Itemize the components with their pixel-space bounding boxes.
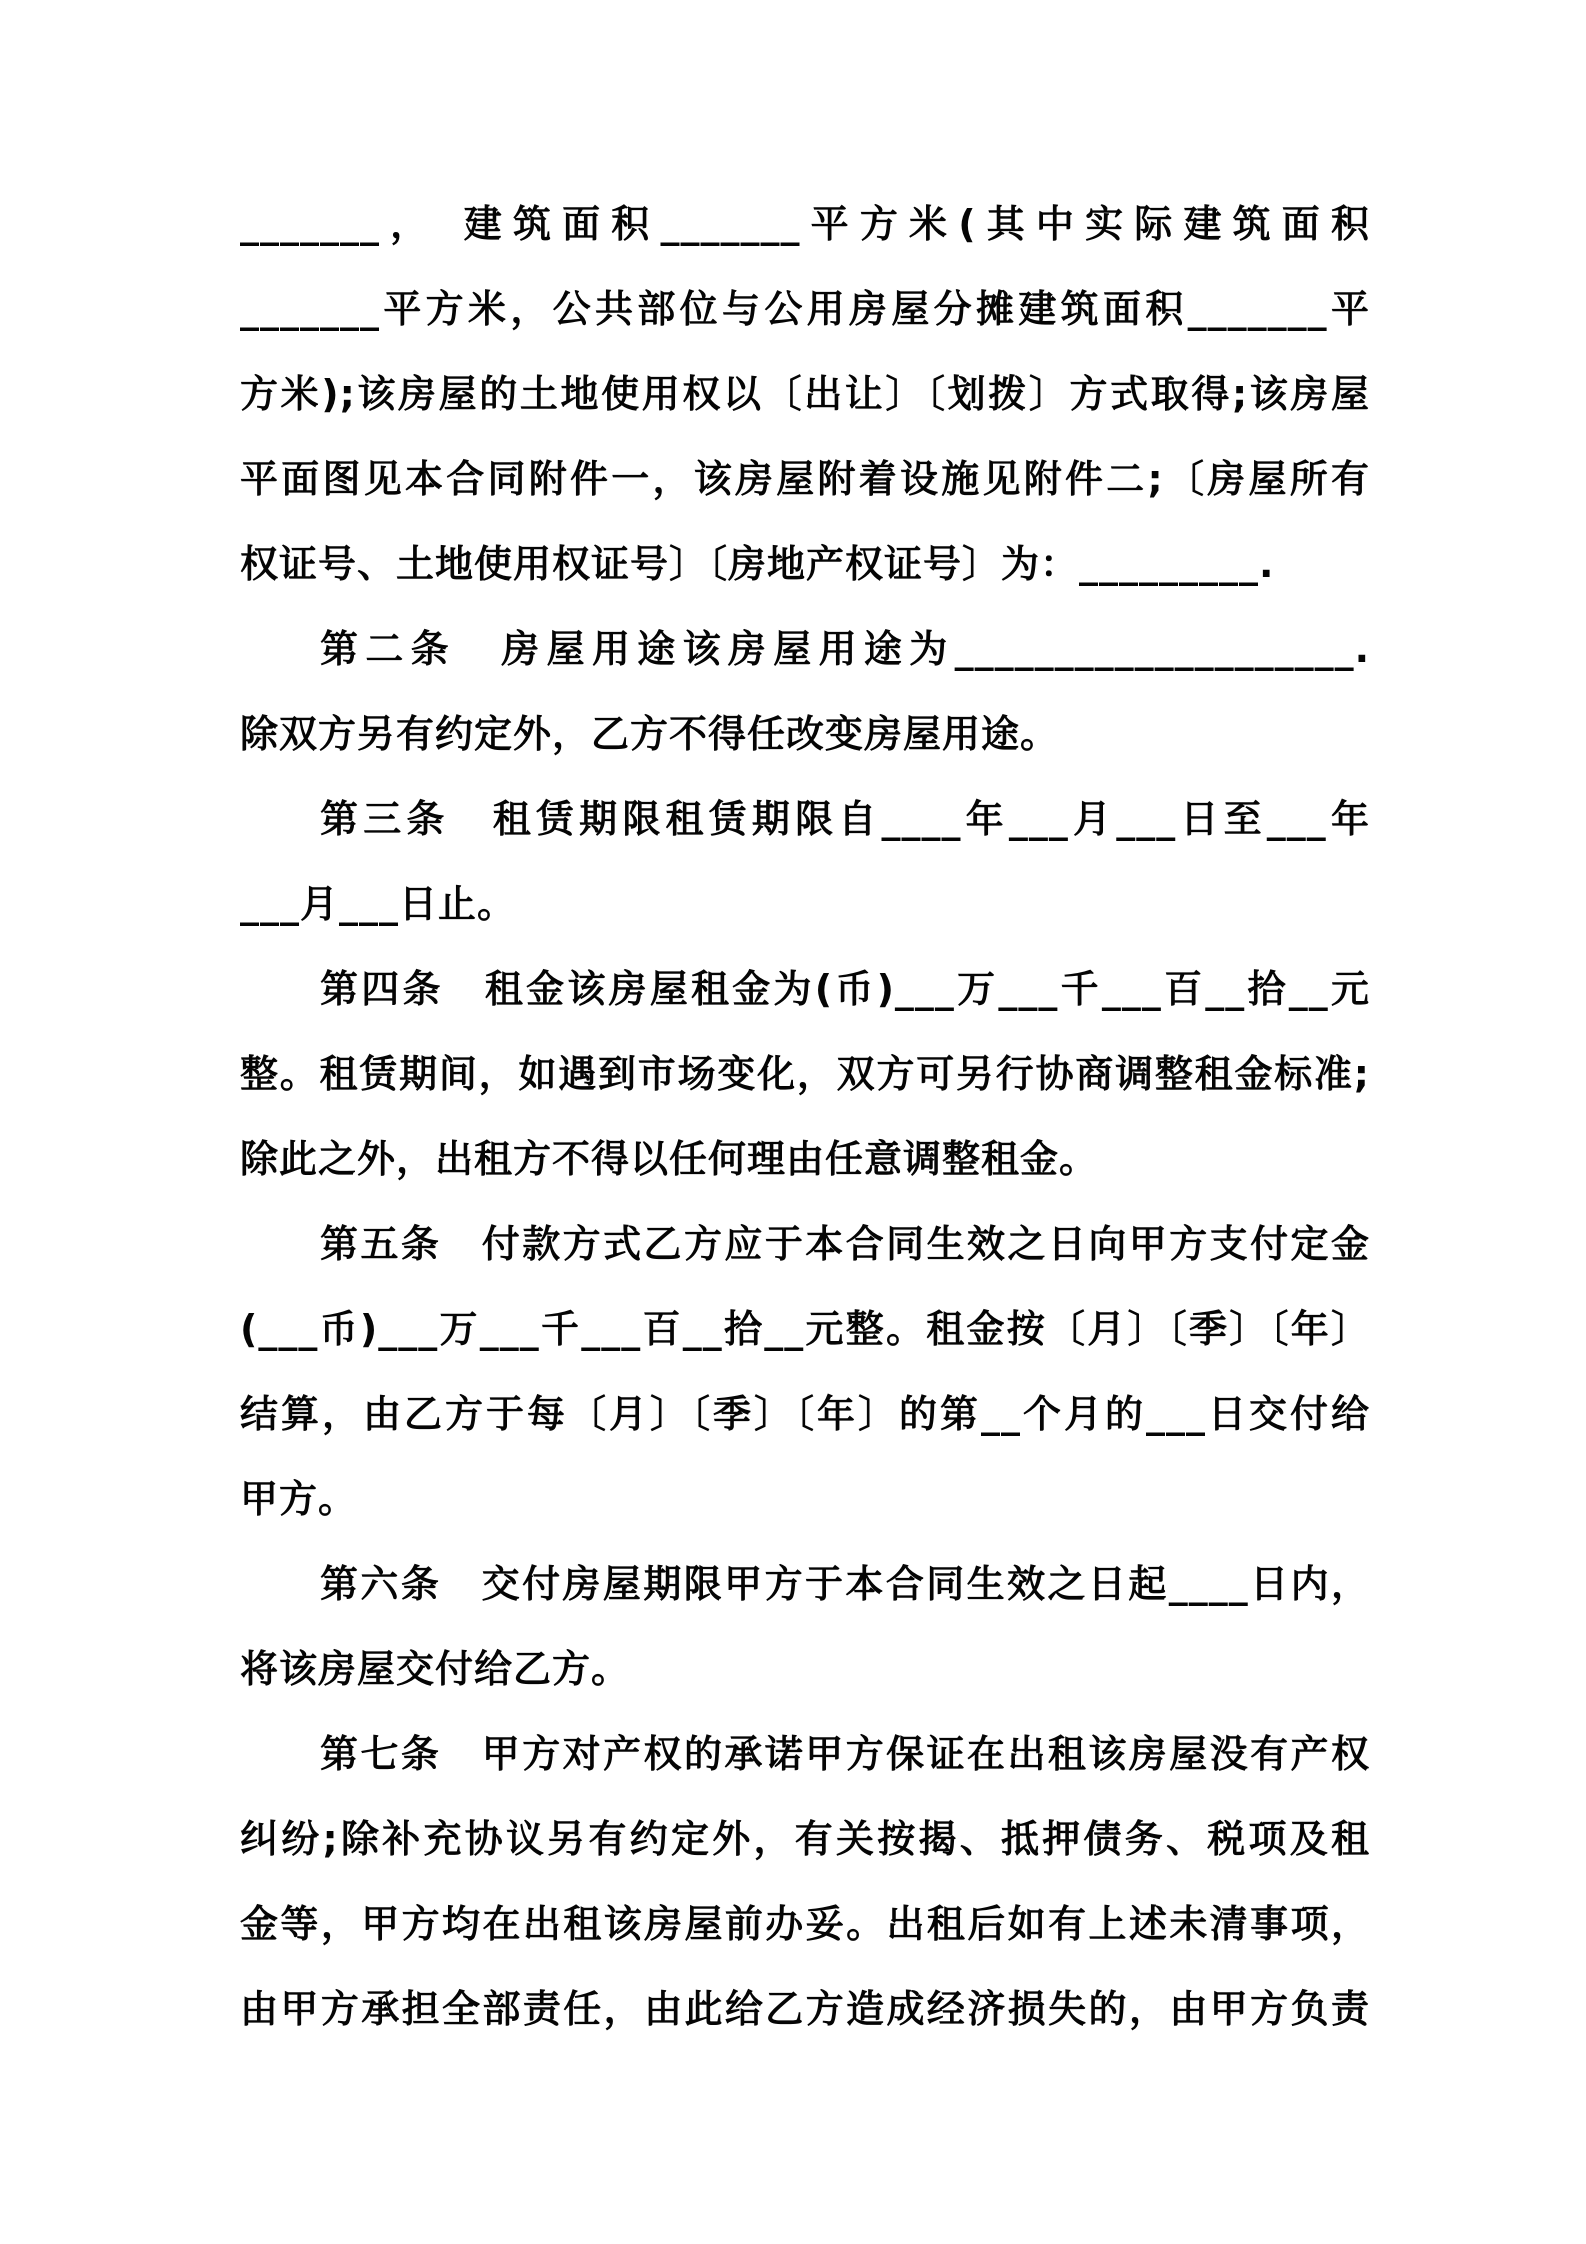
contract-line: 将该房屋交付给乙方。 <box>240 1647 631 1691</box>
contract-line-article-6: 第六条 交付房屋期限甲方于本合同生效之日起____日内， <box>320 1562 1370 1606</box>
contract-line: 金等，甲方均在出租该房屋前办妥。出租后如有上述未清事项， <box>240 1902 1370 1946</box>
contract-line-article-2: 第二条 房屋用途该房屋用途为____________________. <box>320 627 1370 671</box>
contract-line: 权证号、土地使用权证号〕〔房地产权证号〕为：_________. <box>240 542 1275 586</box>
contract-line: _______平方米，公共部位与公用房屋分摊建筑面积_______平 <box>240 287 1370 331</box>
contract-line: 平面图见本合同附件一，该房屋附着设施见附件二;〔房屋所有 <box>240 457 1370 501</box>
contract-line-article-4: 第四条 租金该房屋租金为(币)___万___千___百__拾__元 <box>320 967 1370 1011</box>
contract-line: 除此之外，出租方不得以任何理由任意调整租金。 <box>240 1137 1099 1181</box>
contract-line: 方米);该房屋的土地使用权以〔出让〕〔划拨〕方式取得;该房屋 <box>240 372 1370 416</box>
contract-line-article-7: 第七条 甲方对产权的承诺甲方保证在出租该房屋没有产权 <box>320 1732 1370 1776</box>
contract-line: ___月___日止。 <box>240 882 517 926</box>
contract-line: 纠纷;除补充协议另有约定外，有关按揭、抵押债务、税项及租 <box>240 1817 1370 1861</box>
contract-line-article-3: 第三条 租赁期限租赁期限自____年___月___日至___年 <box>320 797 1370 841</box>
contract-line: 除双方另有约定外，乙方不得任改变房屋用途。 <box>240 712 1060 756</box>
contract-line: 整。租赁期间，如遇到市场变化，双方可另行协商调整租金标准; <box>240 1052 1370 1096</box>
contract-line: 甲方。 <box>240 1477 358 1521</box>
contract-line-article-5: 第五条 付款方式乙方应于本合同生效之日向甲方支付定金 <box>320 1222 1370 1266</box>
contract-line: (___币)___万___千___百__拾__元整。租金按〔月〕〔季〕〔年〕 <box>240 1307 1370 1351</box>
contract-line: _______， 建筑面积_______平方米(其中实际建筑面积 <box>240 202 1370 246</box>
contract-line: 由甲方承担全部责任，由此给乙方造成经济损失的，由甲方负责 <box>240 1987 1370 2031</box>
contract-line: 结算，由乙方于每〔月〕〔季〕〔年〕的第__个月的___日交付给 <box>240 1392 1370 1436</box>
